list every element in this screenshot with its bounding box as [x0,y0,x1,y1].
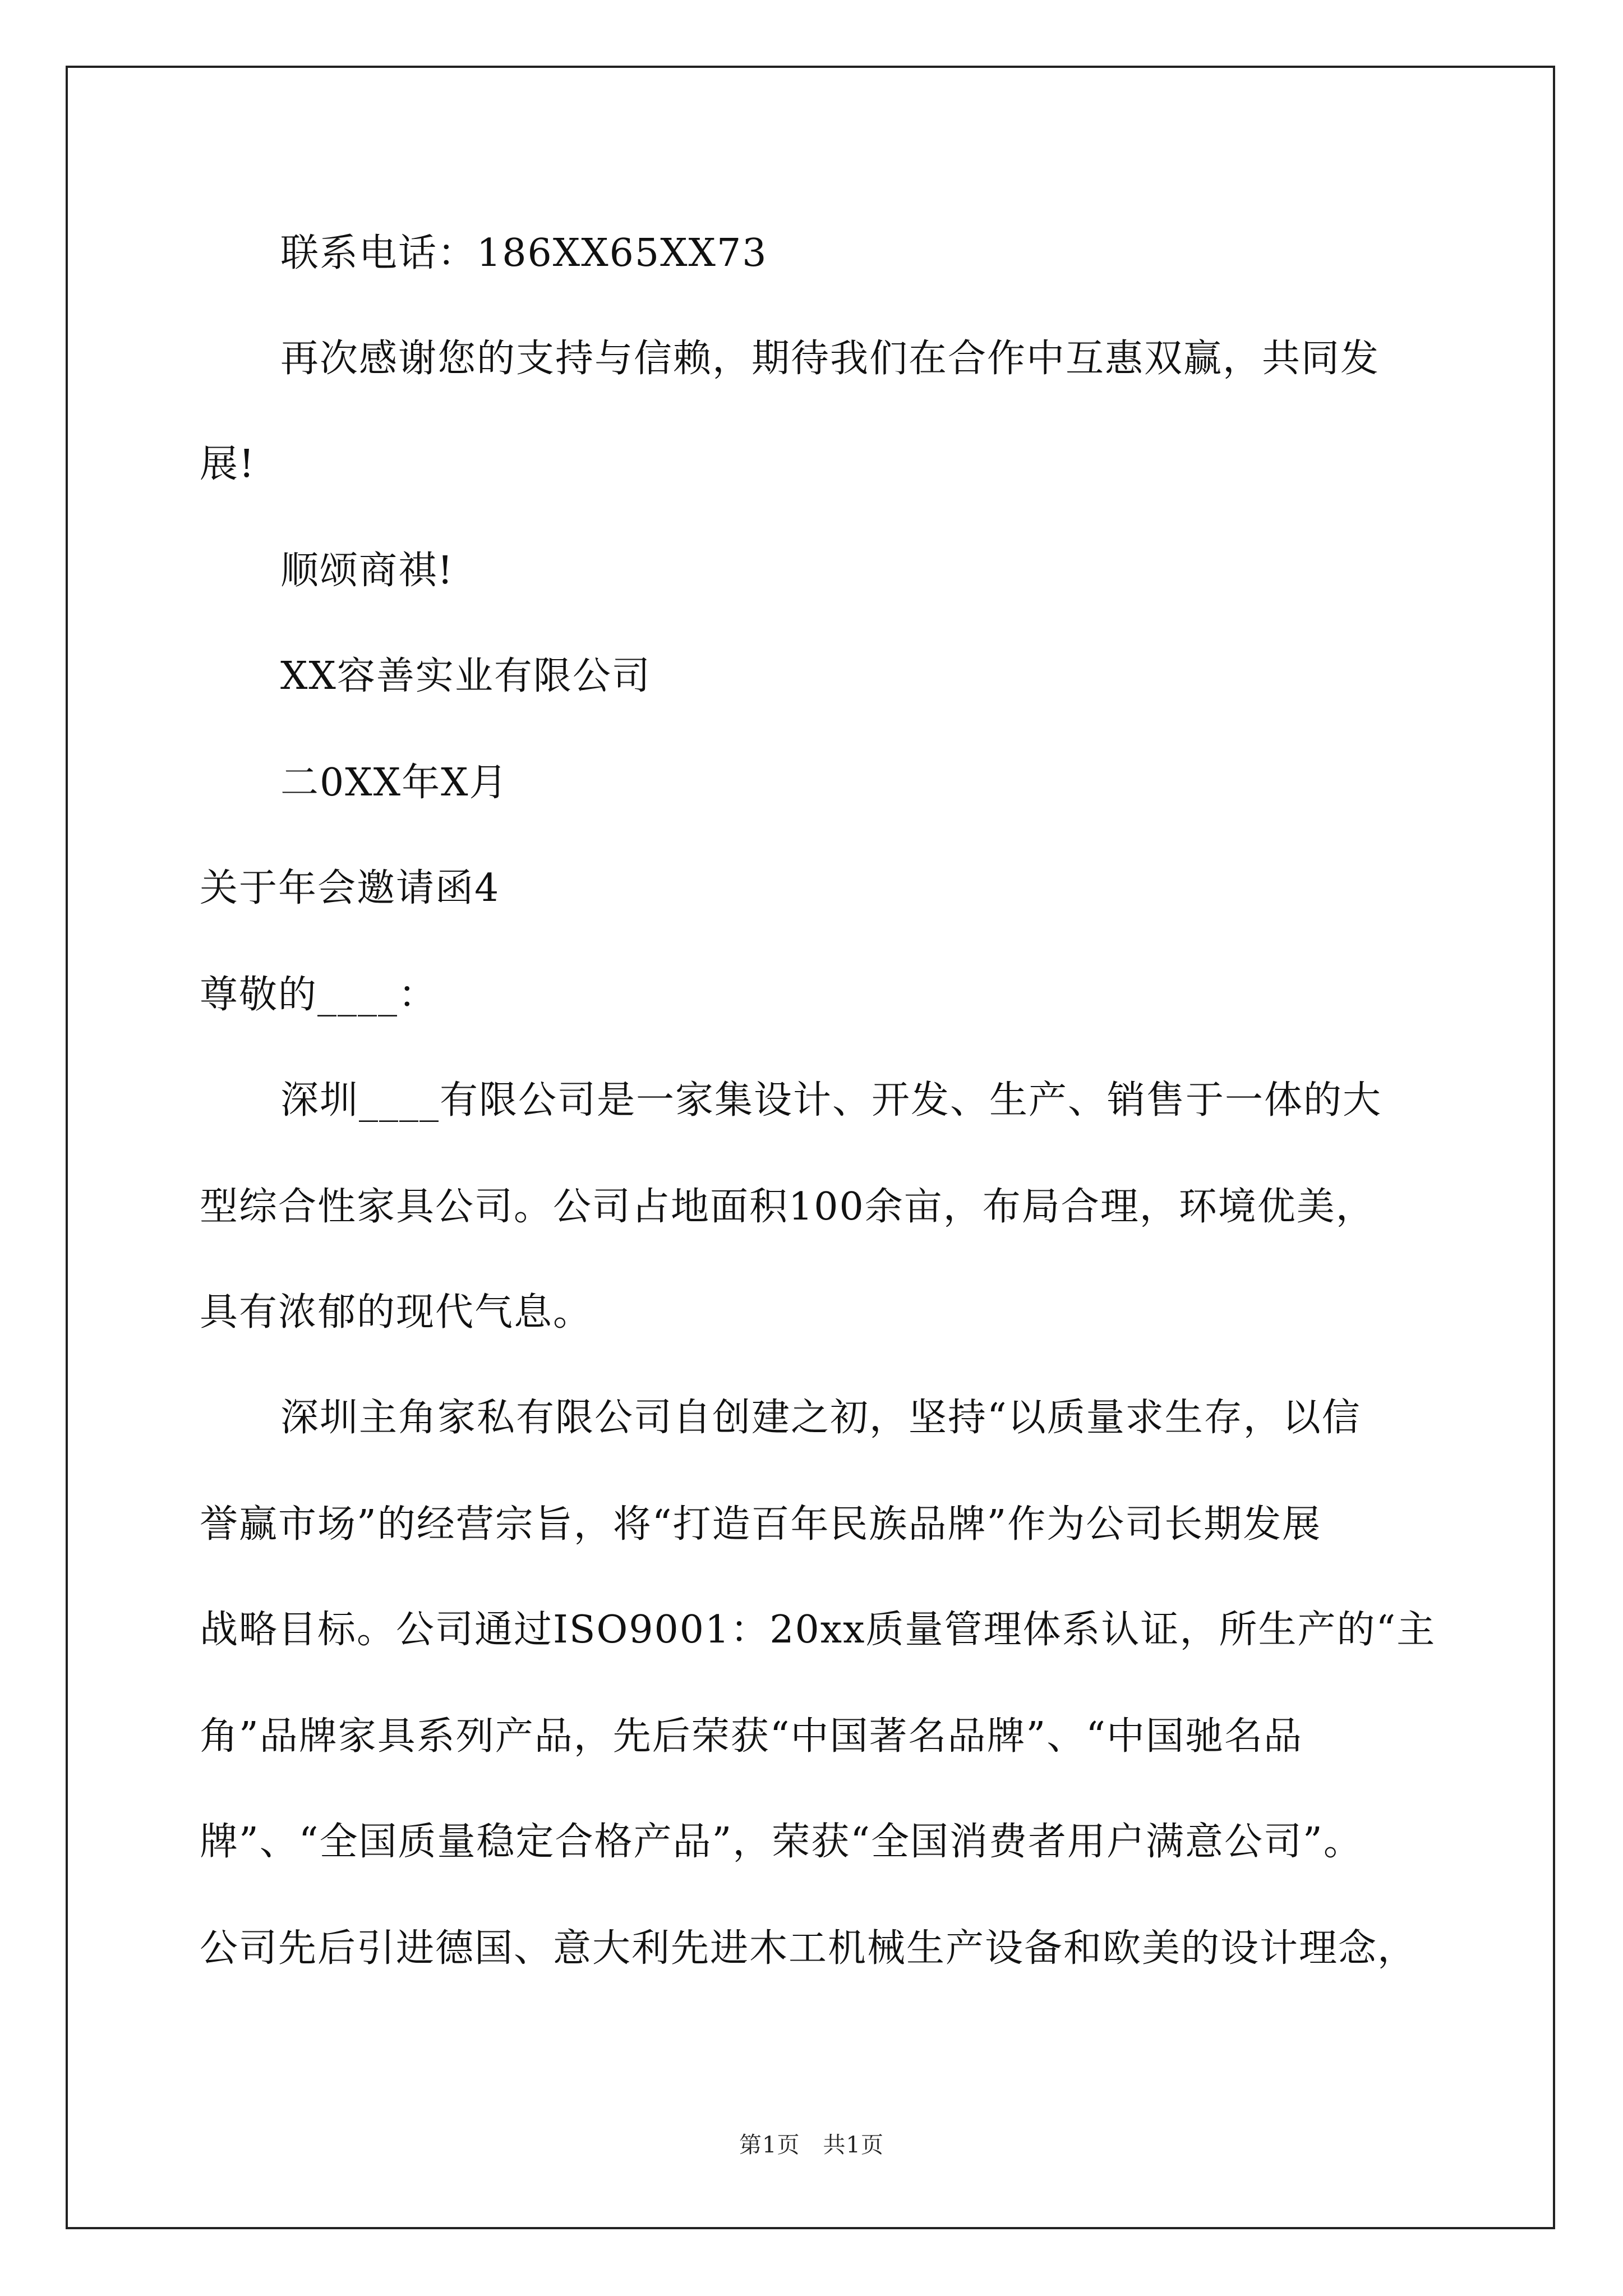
paragraph-line: 型综合性家具公司。公司占地面积100余亩，布局合理，环境优美， [200,1185,1375,1229]
page-number-footer: 第1页 共1页 [739,2132,884,2158]
paragraph-line: 战略目标。公司通过ISO9001：20xx质量管理体系认证，所生产的“主 [200,1608,1436,1652]
paragraph-line: 深圳主角家私有限公司自创建之初，坚持“以质量求生存，以信 [280,1396,1361,1440]
paragraph-line: 具有浓郁的现代气息。 [200,1290,593,1335]
paragraph-line: 公司先后引进德国、意大利先进木工机械生产设备和欧美的设计理念， [200,1926,1417,1971]
contact-phone-line: 联系电话：186XX65XX73 [280,231,768,275]
greeting-line: 尊敬的____： [200,973,438,1017]
paragraph-line: 深圳____有限公司是一家集设计、开发、生产、销售于一体的大 [280,1078,1382,1122]
section-title: 关于年会邀请函4 [200,866,500,910]
paragraph-line: 角”品牌家具系列产品，先后荣获“中国著名品牌”、“中国驰名品 [200,1714,1303,1759]
paragraph-line: 展! [200,442,256,486]
signature-date: 二0XX年X月 [280,761,509,805]
paragraph-line: 牌”、“全国质量稳定合格产品”，荣获“全国消费者用户满意公司”。 [200,1820,1363,1864]
paragraph-line: 再次感谢您的支持与信赖，期待我们在合作中互惠双赢，共同发 [280,337,1380,381]
paragraph-line: 誉赢市场”的经营宗旨，将“打造百年民族品牌”作为公司长期发展 [200,1502,1322,1547]
company-signature: XX容善实业有限公司 [280,654,651,698]
closing-salutation: 顺颂商祺! [280,549,454,593]
page-border [66,66,1555,2229]
